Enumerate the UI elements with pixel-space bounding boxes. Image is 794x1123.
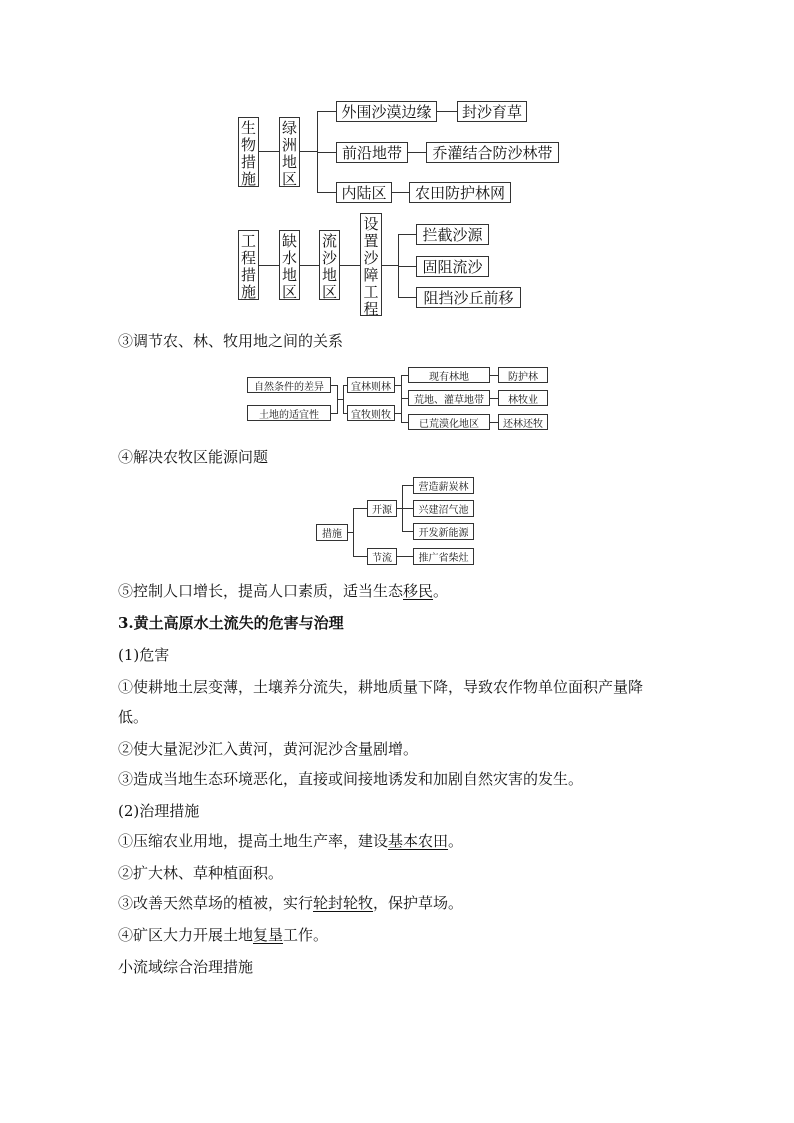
item-5-text: ⑤控制人口增长，提高人口素质，适当生态 — [118, 582, 404, 600]
land-measure-label: 林牧业 — [508, 394, 538, 406]
vertical-char: 障 — [363, 266, 379, 284]
vertical-char: 施 — [240, 170, 256, 188]
principle-label: 宜林则林 — [351, 381, 391, 393]
subsection-heading: 小流域综合治理措施 — [118, 958, 254, 976]
vertical-char: 缺 — [281, 232, 297, 250]
bio-area-label — [280, 120, 299, 188]
bio-zone-label: 外围沙漠边缘 — [341, 103, 432, 121]
bio-zone-box — [336, 101, 437, 122]
vertical-char: 区 — [321, 283, 337, 301]
bio-measure-label: 封沙育草 — [461, 103, 522, 121]
eng-area-label — [280, 233, 299, 301]
bio-measure-label: 农田防护林网 — [414, 184, 505, 202]
connector — [353, 508, 367, 509]
land-measure-label: 还林还牧 — [503, 418, 543, 430]
item-5 — [118, 580, 448, 601]
energy-branch-box — [367, 500, 397, 517]
land-area-box — [408, 390, 490, 406]
connector — [397, 556, 413, 557]
bio-zone-label: 前沿地带 — [341, 144, 402, 162]
vertical-char: 施 — [240, 283, 256, 301]
land-area-label: 现有林地 — [429, 371, 469, 383]
vertical-char: 措 — [240, 153, 256, 171]
vertical-char: 措 — [240, 266, 256, 284]
connector — [401, 375, 408, 376]
vertical-char: 区 — [281, 283, 297, 301]
energy-branch-box — [367, 548, 397, 565]
bio-measure-label: 乔灌结合防沙林带 — [432, 144, 553, 162]
connector — [392, 192, 409, 193]
eng-leaf-box — [416, 256, 489, 277]
bio-measure-box — [409, 182, 511, 203]
principle-label: 宜牧则牧 — [351, 409, 391, 421]
eng-sub-box — [319, 230, 340, 300]
land-measure-box — [498, 367, 548, 383]
measure-3-text: ③改善天然草场的植被，实行 — [118, 894, 314, 912]
vertical-char: 物 — [240, 136, 256, 154]
measure-3 — [118, 892, 463, 913]
factor-label: 自然条件的差异 — [254, 381, 324, 393]
energy-leaf-label: 推广省柴灶 — [418, 553, 469, 564]
vertical-char: 程 — [363, 300, 379, 318]
vertical-char: 置 — [363, 232, 379, 250]
bio-measure-box — [457, 101, 527, 122]
principle-box — [347, 405, 395, 421]
energy-branch-label: 节流 — [372, 553, 392, 564]
harm-3: ③造成当地生态环境恶化，直接或间接地诱发和加剧自然灾害的发生。 — [118, 770, 584, 788]
energy-leaf-box — [413, 500, 474, 517]
eng-node-label — [361, 216, 381, 318]
vertical-char: 程 — [240, 249, 256, 267]
connector — [259, 151, 279, 152]
land-area-label: 已荒漠化地区 — [419, 418, 479, 430]
connector — [398, 234, 416, 235]
bio-root-label — [239, 120, 258, 188]
bio-area-box — [279, 117, 300, 187]
energy-leaf-label: 兴建沼气池 — [418, 505, 469, 516]
vertical-char: 地 — [281, 153, 297, 171]
factor-box — [247, 405, 331, 421]
measure-3-answer: 轮封轮牧 — [313, 894, 374, 912]
connector — [340, 265, 360, 266]
energy-leaf-box — [413, 523, 474, 540]
item-5-answer: 移民 — [403, 582, 434, 600]
energy-leaf-label: 营造薪炭林 — [418, 482, 469, 493]
bracket — [353, 508, 354, 556]
connector — [490, 375, 498, 376]
factor-label: 土地的适宜性 — [259, 409, 319, 421]
connector — [490, 422, 498, 423]
vertical-char: 沙 — [363, 249, 379, 267]
eng-leaf-label: 拦截沙源 — [422, 226, 483, 244]
connector — [259, 265, 279, 266]
land-measure-box — [498, 414, 548, 430]
vertical-char: 工 — [240, 232, 256, 250]
land-measure-box — [498, 390, 548, 406]
connector — [300, 265, 319, 266]
measure-1-end: 。 — [448, 832, 464, 850]
connector — [300, 151, 317, 152]
connector — [398, 266, 416, 267]
land-area-box — [408, 414, 490, 430]
connector — [398, 297, 416, 298]
eng-area-box — [279, 230, 300, 300]
bracket — [343, 385, 344, 414]
measure-1 — [118, 830, 463, 851]
land-measure-label: 防护林 — [508, 371, 538, 383]
eng-leaf-label: 阻挡沙丘前移 — [423, 289, 514, 307]
item-5-end: 。 — [433, 582, 449, 600]
principle-box — [347, 377, 395, 393]
vertical-char: 地 — [321, 266, 337, 284]
vertical-char: 绿 — [281, 119, 297, 137]
measure-4-answer: 复垦 — [253, 926, 284, 944]
bio-root-box — [238, 117, 259, 187]
energy-branch-label: 开源 — [372, 505, 392, 516]
measure-4-end: 工作。 — [283, 926, 329, 944]
connector — [317, 152, 336, 153]
eng-leaf-label: 固阻流沙 — [422, 258, 483, 276]
energy-leaf-box — [413, 477, 474, 494]
bio-zone-box — [336, 182, 392, 203]
bio-zone-box — [336, 142, 408, 163]
connector — [402, 508, 413, 509]
land-area-box — [408, 367, 490, 383]
bracket — [401, 375, 402, 423]
vertical-char: 地 — [281, 266, 297, 284]
energy-root-label: 措施 — [322, 529, 342, 540]
land-area-label: 荒地、灌草地带 — [414, 394, 484, 406]
energy-leaf-box — [413, 548, 474, 565]
harm-2: ②使大量泥沙汇入黄河，黄河泥沙含量剧增。 — [118, 740, 419, 758]
vertical-char: 洲 — [281, 136, 297, 154]
eng-node-box — [360, 213, 382, 316]
connector — [408, 152, 426, 153]
energy-root-box — [316, 524, 348, 541]
vertical-char: 沙 — [321, 249, 337, 267]
bio-measure-box — [426, 142, 559, 163]
eng-sub-label — [320, 233, 339, 301]
eng-leaf-box — [416, 224, 489, 245]
harm-1: ①使耕地土层变薄，土壤养分流失，耕地质量下降，导致农作物单位面积产量降 — [118, 678, 644, 696]
vertical-char: 流 — [321, 232, 337, 250]
vertical-char: 生 — [240, 119, 256, 137]
measure-2: ②扩大林、草种植面积。 — [118, 864, 284, 882]
connector — [382, 265, 398, 266]
measure-1-answer: 基本农田 — [388, 832, 449, 850]
measure-3-end: ，保护草场。 — [373, 894, 464, 912]
measure-4-text: ④矿区大力开展土地 — [118, 926, 254, 944]
eng-leaf-box — [416, 287, 521, 308]
connector — [490, 398, 498, 399]
eng-root-box — [238, 230, 259, 300]
eng-root-label — [239, 233, 258, 301]
connector — [401, 422, 408, 423]
connector — [317, 111, 336, 112]
subheading-harm: (1)危害 — [118, 646, 170, 664]
vertical-char: 区 — [281, 170, 297, 188]
vertical-char: 设 — [363, 215, 379, 233]
connector — [437, 111, 457, 112]
vertical-char: 水 — [281, 249, 297, 267]
energy-leaf-label: 开发新能源 — [418, 528, 469, 539]
item-3: ③调节农、林、牧用地之间的关系 — [118, 332, 344, 350]
vertical-char: 工 — [363, 283, 379, 301]
measure-4 — [118, 924, 328, 945]
section-title: 3.黄土高原水土流失的危害与治理 — [118, 614, 344, 632]
connector — [317, 192, 336, 193]
connector — [402, 531, 413, 532]
item-4: ④解决农牧区能源问题 — [118, 448, 269, 466]
connector — [401, 398, 408, 399]
bio-zone-label: 内陆区 — [341, 184, 387, 202]
subheading-measures: (2)治理措施 — [118, 802, 200, 820]
harm-1-cont: 低。 — [118, 708, 149, 726]
factor-box — [247, 377, 331, 393]
connector — [353, 556, 367, 557]
measure-1-text: ①压缩农业用地，提高土地生产率，建设 — [118, 832, 389, 850]
connector — [402, 485, 413, 486]
